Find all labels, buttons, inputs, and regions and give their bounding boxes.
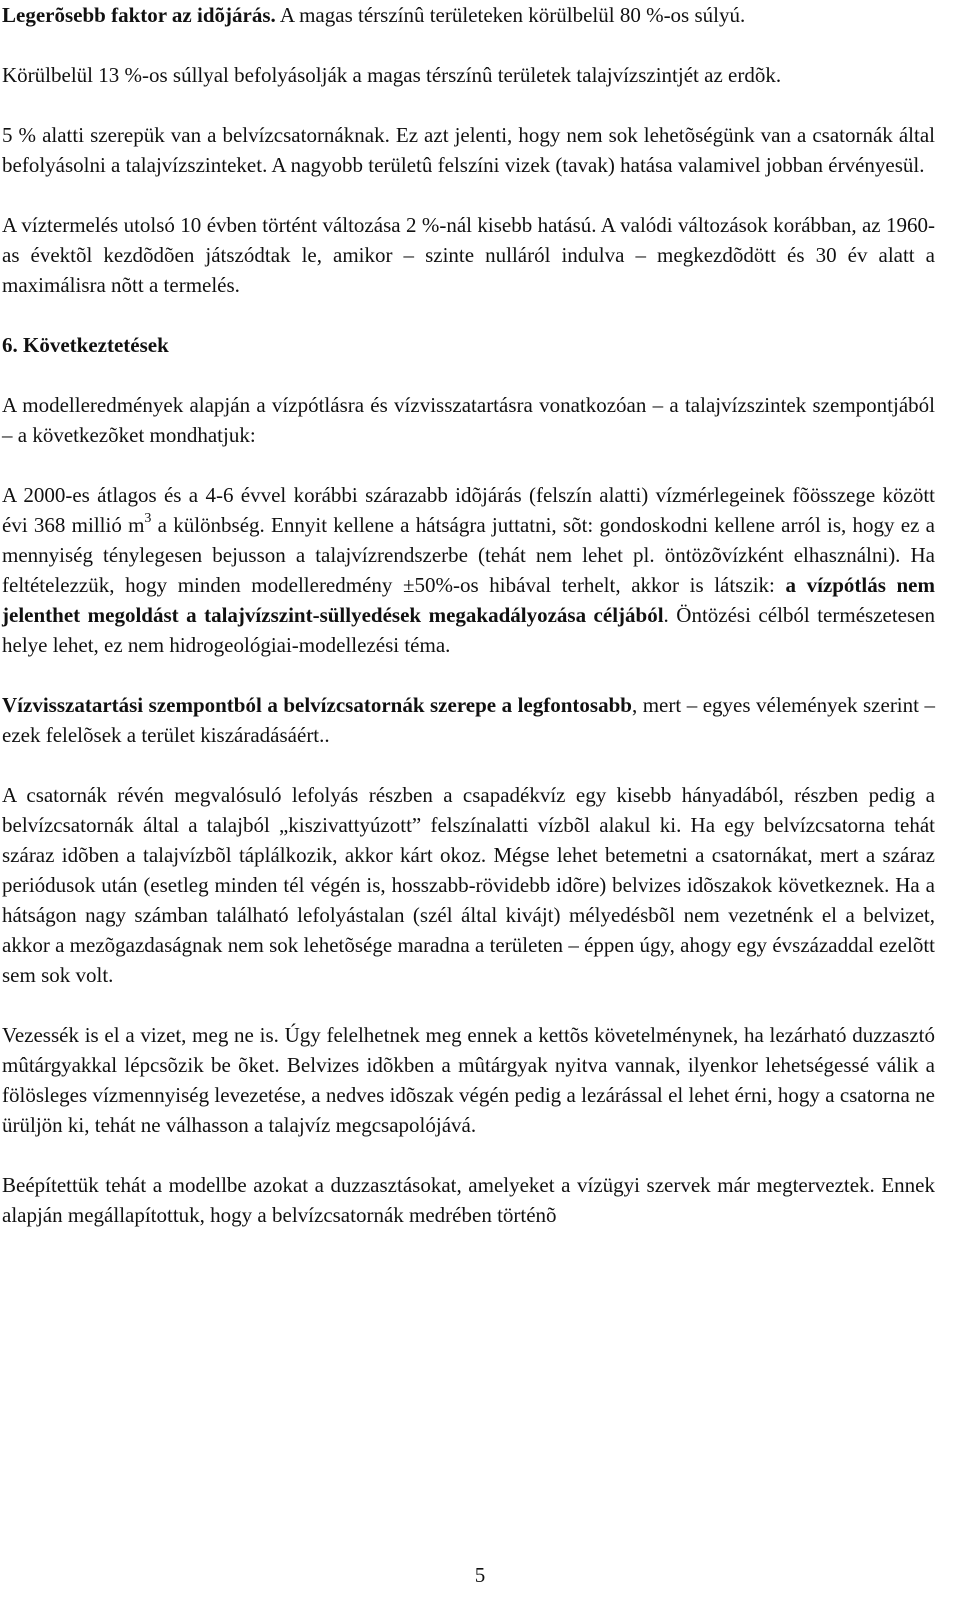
paragraph-water-production: A víztermelés utolsó 10 évben történt változása 2 %-nál kisebb hatású. A valódi változások korábban, az 1960-as évektõl kezdõdõen játszódtak le, amikor – szinte nulláról indulva – megkezdõdött és 30 év alatt a maximálisra nõtt a termelés. — [2, 213, 935, 297]
water-supply-text-c: . Öntözési célból természetesen helye lehet, ez nem hidrogeológiai-modellezési téma. — [2, 603, 935, 657]
cubic-superscript: 3 — [144, 511, 152, 526]
section-heading: 6. Következtetések — [2, 333, 169, 357]
paragraph-weather — [2, 0, 935, 30]
water-supply-text-a: A 2000-es átlagos és a 4-6 évvel korábbi szárazabb idõjárás (felszín alatti) vízmérlegeinek fõösszege között évi 368 millió m — [2, 483, 935, 537]
findings-block — [2, 0, 935, 300]
paragraph-canal-runoff: A csatornák révén megvalósuló lefolyás részben a csapadékvíz egy kisebb hányadából, részben pedig a belvízcsatornák által a talajból „kiszivattyúzott” felszínalatti vízbõl alakul ki. Ha egy belvízcsatorna tehát száraz idõben a talajvízbõl táplálkozik, akkor kárt okoz. Mégse lehet betemetni a csatornákat, mert a száraz periódusok után (esetleg minden tél végén is, hosszabb-rövidebb idõre) belvizes idõszakok következnek. Ha a hátságon nagy számban található lefolyástalan (szél által kivájt) mélyedésbõl nem vezetnénk el a belvizet, akkor a mezõgazdaságnak nem sok lehetõsége maradna a területen – éppen úgy, ahogy egy évszázaddal ezelõtt sem sok volt. — [2, 783, 935, 987]
paragraph-model: Beépítettük tehát a modellbe azokat a duzzasztásokat, amelyeket a vízügyi szervek már megterveztek. Ennek alapján megállapítottuk, hogy a belvízcsatornák medrében történõ — [2, 1173, 935, 1227]
paragraph-canals-share: 5 % alatti szerepük van a belvízcsatornáknak. Ez azt jelenti, hogy nem sok lehetõségünk van a csatornák által befolyásolni a talajvízszinteket. A nagyobb területû felszíni vizek (tavak) hatása valamivel jobban érvényesül. — [2, 123, 935, 177]
page-number: 5 — [474, 1563, 486, 1587]
water-supply-text-b: a különbség. Ennyit kellene a hátságra juttatni, sõt: gondoskodni kellene arról is, hogy ez a mennyiség ténylegesen bejusson a talajvízrendszerbe (tehát nem lehet pl. öntözõvízként elhasználni). Ha feltételezzük, hogy minden modelleredmény ±50%-os hibával terhelt, akkor is látszik: — [2, 513, 935, 597]
paragraph-intro: A modelleredmények alapján a vízpótlásra és vízvisszatartásra vonatkozóan – a talajvízszintek szempontjából – a következõket mondhatjuk: — [2, 393, 935, 447]
water-supply-bold: a vízpótlás nem jelenthet megoldást a talajvízszint-süllyedések megakadályozása céljából — [2, 573, 935, 627]
retention-rest: , mert – egyes vélemények szerint – ezek felelõsek a terület kiszáradásáért.. — [2, 693, 935, 747]
paragraph-weather-bold: Legerõsebb faktor az idõjárás. — [2, 3, 276, 27]
paragraph-water-supply — [2, 480, 935, 660]
paragraph-forests: Körülbelül 13 %-os súllyal befolyásolják a magas térszínû területek talajvízszintjét az erdõk. — [2, 63, 782, 87]
paragraph-retention — [2, 690, 935, 750]
retention-bold: Vízvisszatartási szempontból a belvízcsatornák szerepe a legfontosabb — [2, 693, 632, 717]
paragraph-weather-rest: A magas térszínû területeken körülbelül 80 %-os súlyú. — [275, 3, 746, 27]
paragraph-drainage: Vezessék is el a vizet, meg ne is. Úgy felelhetnek meg ennek a kettõs követelménynek, ha lezárható duzzasztó mûtárgyakkal lépcsõzik be õket. Belvizes idõkben a mûtárgyak nyitva vannak, ilyenkor lehetségessé válik a fölösleges vízmennyiség levezetése, a nedves idõszak végén pedig a lezárással el lehet érni, hogy a csatorna ne ürüljön ki, tehát ne válhasson a talajvíz megcsapolójává. — [2, 1023, 935, 1137]
